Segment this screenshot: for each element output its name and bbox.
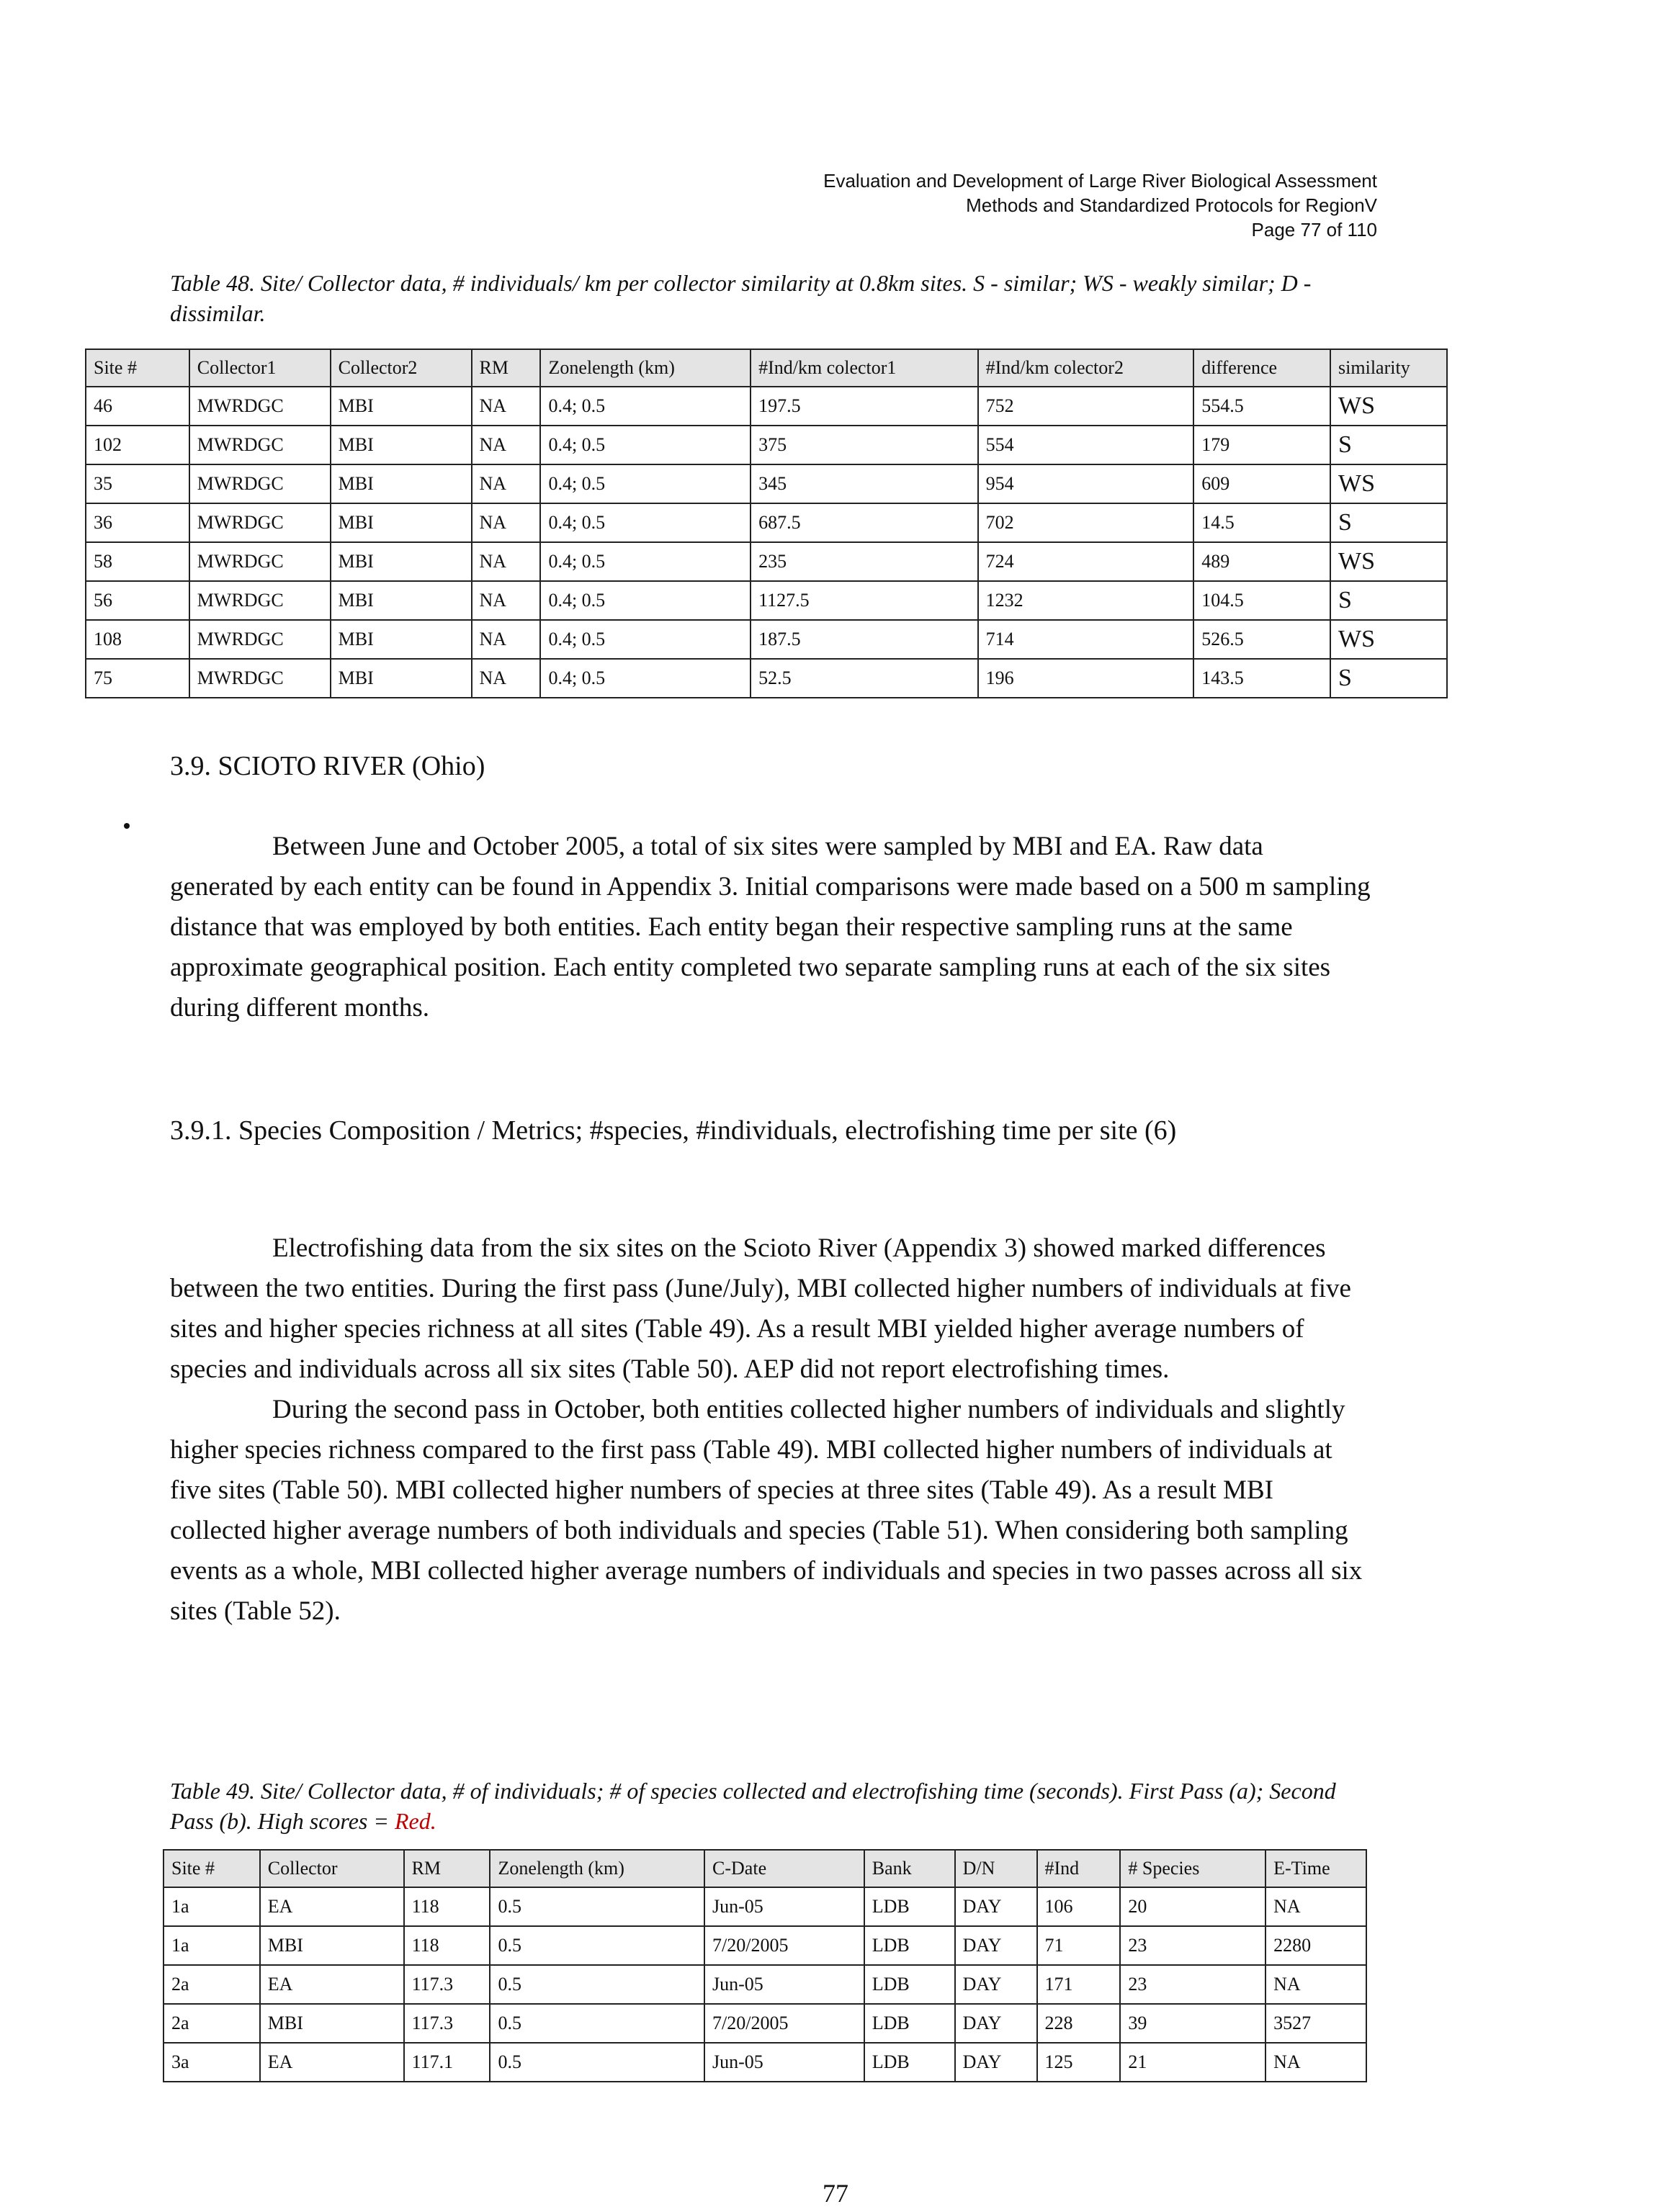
table-cell: 2a	[163, 1965, 260, 2004]
table-cell: 20	[1120, 1887, 1265, 1926]
table-row	[86, 659, 1447, 698]
table-cell: 118	[404, 1926, 490, 1965]
table-cell: 102	[86, 426, 189, 464]
table-cell: 702	[978, 503, 1194, 542]
table-cell: 0.4; 0.5	[540, 426, 751, 464]
column-header: Zonelength (km)	[490, 1850, 704, 1887]
table-cell: 489	[1193, 542, 1330, 581]
table-cell: 2280	[1265, 1926, 1366, 1965]
table-49-caption	[170, 1776, 1366, 1836]
table-cell: NA	[472, 659, 541, 698]
table-cell: Jun-05	[704, 1965, 864, 2004]
section-heading: 3.9. SCIOTO RIVER (Ohio)	[170, 751, 485, 781]
table-cell: 171	[1037, 1965, 1121, 2004]
table-cell: 1a	[163, 1887, 260, 1926]
table-cell: LDB	[864, 1887, 955, 1926]
table-cell: EA	[260, 1965, 404, 2004]
bullet-mark	[124, 823, 130, 829]
table-cell: MBI	[331, 387, 472, 426]
table-cell: 0.5	[490, 2004, 704, 2043]
table-cell: 36	[86, 503, 189, 542]
table-row	[86, 620, 1447, 659]
table-cell: 345	[751, 464, 978, 503]
section-body	[170, 827, 1371, 1028]
table-row	[163, 2043, 1366, 2082]
table-cell: 52.5	[751, 659, 978, 698]
table-cell: S	[1330, 659, 1447, 698]
table-cell: 46	[86, 387, 189, 426]
table-cell: MBI	[260, 2004, 404, 2043]
table-cell: MWRDGC	[189, 503, 331, 542]
table-row	[86, 387, 1447, 426]
table-cell: DAY	[955, 1965, 1037, 2004]
table-cell: 235	[751, 542, 978, 581]
table-cell: MWRDGC	[189, 387, 331, 426]
table-cell: 56	[86, 581, 189, 620]
table-cell: LDB	[864, 2043, 955, 2082]
table-cell: MWRDGC	[189, 659, 331, 698]
table-row	[163, 1887, 1366, 1926]
table-cell: MBI	[331, 542, 472, 581]
table-cell: WS	[1330, 542, 1447, 581]
table-cell: 609	[1193, 464, 1330, 503]
table-cell: WS	[1330, 387, 1447, 426]
table-cell: MWRDGC	[189, 464, 331, 503]
table-cell: 35	[86, 464, 189, 503]
table-cell: WS	[1330, 620, 1447, 659]
table-cell: MBI	[331, 620, 472, 659]
table-cell: DAY	[955, 1887, 1037, 1926]
table-cell: WS	[1330, 464, 1447, 503]
table-row	[163, 1965, 1366, 2004]
table-cell: LDB	[864, 1926, 955, 1965]
table-cell: 1a	[163, 1926, 260, 1965]
table-cell: 0.4; 0.5	[540, 620, 751, 659]
table-cell: 1232	[978, 581, 1194, 620]
table-cell: 187.5	[751, 620, 978, 659]
column-header: #Ind	[1037, 1850, 1121, 1887]
table-cell: LDB	[864, 1965, 955, 2004]
table-cell: 179	[1193, 426, 1330, 464]
table-cell: 196	[978, 659, 1194, 698]
table-cell: S	[1330, 503, 1447, 542]
subsection-heading: 3.9.1. Species Composition / Metrics; #species, #individuals, electrofishing time per site (6)	[170, 1115, 1177, 1146]
table-cell: 197.5	[751, 387, 978, 426]
table-cell: 714	[978, 620, 1194, 659]
table-cell: 3a	[163, 2043, 260, 2082]
table-cell: 14.5	[1193, 503, 1330, 542]
column-header: #Ind/km colector1	[751, 349, 978, 387]
column-header: Collector1	[189, 349, 331, 387]
table-cell: 71	[1037, 1926, 1121, 1965]
table-cell: NA	[1265, 1887, 1366, 1926]
table-cell: 7/20/2005	[704, 1926, 864, 1965]
column-header: # Species	[1120, 1850, 1265, 1887]
table-cell: 724	[978, 542, 1194, 581]
table-cell: 143.5	[1193, 659, 1330, 698]
table-cell: 23	[1120, 1926, 1265, 1965]
table-cell: 0.4; 0.5	[540, 659, 751, 698]
subsection-paragraph-1: Electrofishing data from the six sites on the Scioto River (Appendix 3) showed marked differences between the two entities. During the first pass (June/July), MBI collected higher numbers of individuals at five sites and higher species richness at all sites (Table 49). As a result MBI yielded higher average numbers of species and individuals across all six sites (Table 50). AEP did not report electrofishing times.	[170, 1233, 1351, 1384]
table-row	[86, 503, 1447, 542]
table-cell: EA	[260, 1887, 404, 1926]
table-cell: S	[1330, 426, 1447, 464]
table-cell: MBI	[331, 464, 472, 503]
table-row	[86, 581, 1447, 620]
table-cell: NA	[472, 542, 541, 581]
table-row	[86, 426, 1447, 464]
column-header: RM	[404, 1850, 490, 1887]
table-cell: 0.4; 0.5	[540, 387, 751, 426]
column-header: Bank	[864, 1850, 955, 1887]
table-row	[86, 464, 1447, 503]
table-cell: 375	[751, 426, 978, 464]
column-header: Collector	[260, 1850, 404, 1887]
table-cell: NA	[472, 426, 541, 464]
table-cell: 108	[86, 620, 189, 659]
table-cell: MWRDGC	[189, 620, 331, 659]
table-cell: NA	[472, 387, 541, 426]
table-49-header-row	[163, 1850, 1366, 1887]
table-cell: 0.5	[490, 1965, 704, 2004]
header-line-1: Evaluation and Development of Large River Biological Assessment	[823, 170, 1377, 192]
table-48-header-row	[86, 349, 1447, 387]
table-cell: 1127.5	[751, 581, 978, 620]
table-cell: MBI	[331, 581, 472, 620]
subsection-body	[170, 1228, 1371, 1632]
subsection-paragraph-2: During the second pass in October, both entities collected higher numbers of individuals and slightly higher species richness compared to the first pass (Table 49). MBI collected higher numbers of individuals at five sites (Table 50). MBI collected higher numbers of species at three sites (Table 49). As a result MBI collected higher average numbers of both individuals and species (Table 51). When considering both sampling events as a whole, MBI collected higher average numbers of individuals and species in two passes across all six sites (Table 52).	[170, 1395, 1363, 1626]
table-row	[86, 542, 1447, 581]
table-cell: 0.5	[490, 2043, 704, 2082]
table-cell: 0.4; 0.5	[540, 503, 751, 542]
table-cell: DAY	[955, 2043, 1037, 2082]
table-cell: 75	[86, 659, 189, 698]
table-cell: Jun-05	[704, 1887, 864, 1926]
table-cell: 23	[1120, 1965, 1265, 2004]
table-cell: 118	[404, 1887, 490, 1926]
table-cell: 0.5	[490, 1887, 704, 1926]
table-cell: S	[1330, 581, 1447, 620]
column-header: Zonelength (km)	[540, 349, 751, 387]
table-cell: 7/20/2005	[704, 2004, 864, 2043]
column-header: Site #	[163, 1850, 260, 1887]
header-line-3: Page 77 of 110	[1251, 219, 1377, 240]
table-cell: LDB	[864, 2004, 955, 2043]
table-48	[85, 349, 1448, 698]
table-cell: 687.5	[751, 503, 978, 542]
column-header: #Ind/km colector2	[978, 349, 1194, 387]
table-cell: 2a	[163, 2004, 260, 2043]
header-line-2: Methods and Standardized Protocols for RegionV	[966, 194, 1377, 216]
table-cell: 0.4; 0.5	[540, 581, 751, 620]
table-cell: DAY	[955, 1926, 1037, 1965]
table-cell: 104.5	[1193, 581, 1330, 620]
table-49-caption-text: Table 49. Site/ Collector data, # of individuals; # of species collected and electrofishing time (seconds). First Pass (a); Second Pass (b). High scores =	[170, 1778, 1336, 1834]
table-row	[163, 2004, 1366, 2043]
column-header: similarity	[1330, 349, 1447, 387]
table-cell: 0.5	[490, 1926, 704, 1965]
table-cell: 0.4; 0.5	[540, 464, 751, 503]
table-cell: MBI	[260, 1926, 404, 1965]
column-header: E-Time	[1265, 1850, 1366, 1887]
table-row	[163, 1926, 1366, 1965]
table-cell: MBI	[331, 659, 472, 698]
table-cell: 117.3	[404, 2004, 490, 2043]
table-cell: NA	[472, 503, 541, 542]
table-cell: MWRDGC	[189, 542, 331, 581]
column-header: RM	[472, 349, 541, 387]
table-cell: 526.5	[1193, 620, 1330, 659]
table-cell: 21	[1120, 2043, 1265, 2082]
table-cell: MBI	[331, 503, 472, 542]
table-cell: NA	[472, 464, 541, 503]
table-49	[163, 1849, 1367, 2082]
table-cell: MWRDGC	[189, 426, 331, 464]
column-header: difference	[1193, 349, 1330, 387]
table-cell: 125	[1037, 2043, 1121, 2082]
table-cell: NA	[472, 581, 541, 620]
table-cell: 554.5	[1193, 387, 1330, 426]
table-cell: 117.3	[404, 1965, 490, 2004]
table-cell: 0.4; 0.5	[540, 542, 751, 581]
table-cell: 39	[1120, 2004, 1265, 2043]
table-cell: Jun-05	[704, 2043, 864, 2082]
section-paragraph: Between June and October 2005, a total of six sites were sampled by MBI and EA. Raw data generated by each entity can be found in Appendix 3. Initial comparisons were made based on a 500 m sampling distance that was employed by both entities. Each entity began their respective sampling runs at the same approximate geographical position. Each entity completed two separate sampling runs at each of the six sites during different months.	[170, 832, 1371, 1022]
page-number: 77	[823, 2179, 848, 2208]
table-49-caption-red: Red.	[394, 1808, 436, 1834]
table-cell: NA	[1265, 1965, 1366, 2004]
table-cell: 3527	[1265, 2004, 1366, 2043]
document-header	[823, 168, 1377, 242]
table-cell: 752	[978, 387, 1194, 426]
table-cell: 554	[978, 426, 1194, 464]
table-cell: MWRDGC	[189, 581, 331, 620]
table-cell: 58	[86, 542, 189, 581]
table-cell: DAY	[955, 2004, 1037, 2043]
table-cell: 954	[978, 464, 1194, 503]
table-cell: EA	[260, 2043, 404, 2082]
column-header: Collector2	[331, 349, 472, 387]
column-header: C-Date	[704, 1850, 864, 1887]
table-cell: NA	[1265, 2043, 1366, 2082]
column-header: D/N	[955, 1850, 1037, 1887]
table-cell: NA	[472, 620, 541, 659]
table-48-caption: Table 48. Site/ Collector data, # individuals/ km per collector similarity at 0.8km sites. S - similar; WS - weakly similar; D - dissimilar.	[170, 270, 1312, 326]
table-cell: 106	[1037, 1887, 1121, 1926]
table-cell: 228	[1037, 2004, 1121, 2043]
column-header: Site #	[86, 349, 189, 387]
table-cell: MBI	[331, 426, 472, 464]
table-cell: 117.1	[404, 2043, 490, 2082]
